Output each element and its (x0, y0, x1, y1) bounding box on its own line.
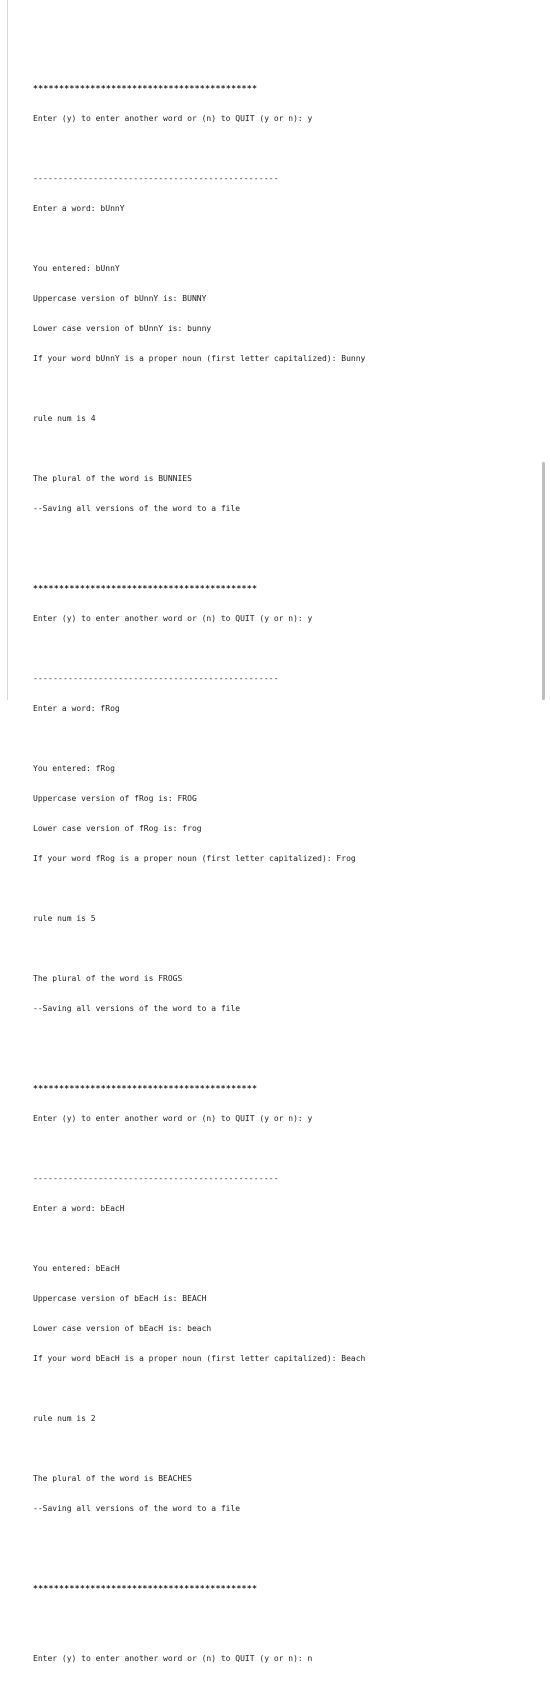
dash-separator: ------------------------------------------------- (33, 174, 279, 183)
star-separator: ******************************************* (33, 1584, 258, 1593)
entered-line: You entered: bEacH (33, 1264, 120, 1273)
saving-line: --Saving all versions of the word to a file (33, 1504, 241, 1513)
entered-line: You entered: bUnnY (33, 264, 120, 273)
dash-separator: ------------------------------------------------- (33, 1174, 279, 1183)
star-separator: ******************************************* (33, 1084, 258, 1093)
uppercase-line: Uppercase version of bUnnY is: BUNNY (33, 294, 207, 303)
enter-word-line: Enter a word: bEacH (33, 1204, 125, 1213)
star-separator: ******************************************* (33, 84, 258, 93)
page-left-border (7, 0, 8, 700)
star-separator: ******************************************* (33, 584, 258, 593)
rule-num-line: rule num is 2 (33, 1414, 96, 1423)
continue-prompt: Enter (y) to enter another word or (n) to QUIT (y or n): y (33, 114, 313, 123)
console-output (33, 44, 533, 1684)
rule-num-line: rule num is 4 (33, 414, 96, 423)
uppercase-line: Uppercase version of bEacH is: BEACH (33, 1294, 207, 1303)
proper-noun-line: If your word bUnnY is a proper noun (first letter capitalized): Bunny (33, 354, 366, 363)
enter-word-line: Enter a word: fRog (33, 704, 120, 713)
saving-line: --Saving all versions of the word to a file (33, 504, 241, 513)
uppercase-line: Uppercase version of fRog is: FROG (33, 794, 197, 803)
continue-prompt: Enter (y) to enter another word or (n) to QUIT (y or n): y (33, 1114, 313, 1123)
final-quit-prompt: Enter (y) to enter another word or (n) to QUIT (y or n): n (33, 1654, 313, 1663)
entered-line: You entered: fRog (33, 764, 115, 773)
enter-word-line: Enter a word: bUnnY (33, 204, 125, 213)
continue-prompt: Enter (y) to enter another word or (n) to QUIT (y or n): y (33, 614, 313, 623)
proper-noun-line: If your word fRog is a proper noun (first letter capitalized): Frog (33, 854, 356, 863)
proper-noun-line: If your word bEacH is a proper noun (first letter capitalized): Beach (33, 1354, 366, 1363)
plural-line: The plural of the word is BUNNIES (33, 474, 192, 483)
lowercase-line: Lower case version of bEacH is: beach (33, 1324, 212, 1333)
saving-line: --Saving all versions of the word to a file (33, 1004, 241, 1013)
rule-num-line: rule num is 5 (33, 914, 96, 923)
plural-line: The plural of the word is FROGS (33, 974, 183, 983)
dash-separator: ------------------------------------------------- (33, 674, 279, 683)
lowercase-line: Lower case version of bUnnY is: bunny (33, 324, 212, 333)
lowercase-line: Lower case version of fRog is: frog (33, 824, 202, 833)
plural-line: The plural of the word is BEACHES (33, 1474, 192, 1483)
scrollbar-thumb[interactable] (542, 462, 545, 700)
